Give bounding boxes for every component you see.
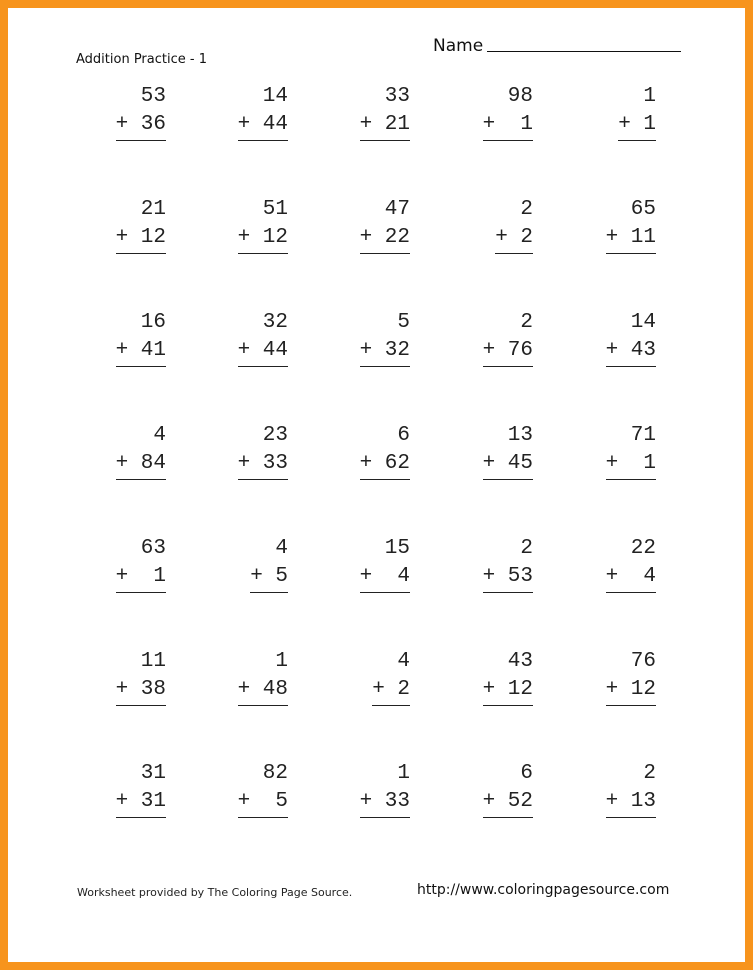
- addition-problem: [238, 309, 288, 367]
- sum-line: [606, 253, 656, 254]
- sum-line: [116, 140, 166, 141]
- addend-top: 47: [384, 198, 410, 221]
- addition-problem: [360, 83, 410, 141]
- addend-bottom: + 44: [237, 113, 289, 136]
- addend-bottom: + 45: [482, 452, 534, 475]
- sum-line: [360, 140, 410, 141]
- addend-bottom: + 44: [237, 339, 289, 362]
- sum-line: [360, 479, 410, 480]
- sum-line: [483, 366, 533, 367]
- sum-line: [483, 479, 533, 480]
- addend-bottom: + 43: [605, 339, 657, 362]
- addition-problem: [483, 535, 533, 593]
- addend-bottom: + 13: [605, 790, 657, 813]
- addition-problem: [360, 309, 410, 367]
- addition-problem: [483, 83, 533, 141]
- sum-line: [238, 140, 288, 141]
- sum-line: [483, 140, 533, 141]
- addition-problem: [618, 83, 656, 141]
- addition-problem: [116, 309, 166, 367]
- sum-line: [495, 253, 533, 254]
- addend-bottom: + 12: [482, 678, 534, 701]
- addend-top: 11: [140, 650, 166, 673]
- addend-top: 23: [262, 424, 288, 447]
- addition-problem: [606, 422, 656, 480]
- sum-line: [238, 817, 288, 818]
- sum-line: [606, 705, 656, 706]
- addend-bottom: + 32: [359, 339, 411, 362]
- sum-line: [618, 140, 656, 141]
- sum-line: [116, 817, 166, 818]
- addend-top: 5: [397, 311, 410, 334]
- sum-line: [606, 817, 656, 818]
- addition-problem: [238, 648, 288, 706]
- addition-problem: [483, 422, 533, 480]
- sum-line: [360, 366, 410, 367]
- addition-problem: [606, 648, 656, 706]
- addend-top: 32: [262, 311, 288, 334]
- addition-problem: [116, 760, 166, 818]
- sum-line: [116, 705, 166, 706]
- sum-line: [483, 817, 533, 818]
- addition-problem: [116, 422, 166, 480]
- addition-problem: [238, 760, 288, 818]
- sum-line: [606, 479, 656, 480]
- addend-top: 14: [262, 85, 288, 108]
- addend-bottom: + 12: [237, 226, 289, 249]
- addend-top: 1: [397, 762, 410, 785]
- addend-bottom: + 52: [482, 790, 534, 813]
- addend-top: 51: [262, 198, 288, 221]
- worksheet-page: [8, 8, 745, 962]
- footer-url: http://www.coloringpagesource.com: [417, 882, 670, 898]
- addend-top: 6: [520, 762, 533, 785]
- addition-problem: [606, 196, 656, 254]
- addend-bottom: + 21: [359, 113, 411, 136]
- addition-problem: [606, 309, 656, 367]
- sum-line: [360, 592, 410, 593]
- addition-problem: [483, 760, 533, 818]
- addition-problem: [372, 648, 410, 706]
- addend-bottom: + 48: [237, 678, 289, 701]
- addition-problem: [116, 196, 166, 254]
- addend-top: 6: [397, 424, 410, 447]
- addition-problem: [116, 535, 166, 593]
- addition-problem: [360, 196, 410, 254]
- addend-top: 14: [630, 311, 656, 334]
- addend-bottom: + 5: [250, 565, 288, 588]
- addition-problem: [495, 196, 533, 254]
- addend-bottom: + 1: [605, 452, 657, 475]
- sum-line: [238, 253, 288, 254]
- addition-problem: [606, 535, 656, 593]
- addend-top: 43: [507, 650, 533, 673]
- sum-line: [116, 253, 166, 254]
- worksheet-title: Addition Practice - 1: [76, 52, 207, 67]
- addend-top: 2: [520, 198, 533, 221]
- addition-problem: [483, 309, 533, 367]
- addend-bottom: + 1: [482, 113, 534, 136]
- addition-problem: [238, 83, 288, 141]
- addend-top: 16: [140, 311, 166, 334]
- addend-top: 98: [507, 85, 533, 108]
- addend-bottom: + 2: [372, 678, 410, 701]
- sum-line: [606, 592, 656, 593]
- addend-bottom: + 38: [115, 678, 167, 701]
- addend-bottom: + 62: [359, 452, 411, 475]
- addend-top: 13: [507, 424, 533, 447]
- sum-line: [250, 592, 288, 593]
- addend-top: 33: [384, 85, 410, 108]
- addition-problem: [483, 648, 533, 706]
- addend-bottom: + 33: [237, 452, 289, 475]
- addend-top: 4: [153, 424, 166, 447]
- sum-line: [483, 592, 533, 593]
- addend-top: 2: [520, 537, 533, 560]
- sum-line: [483, 705, 533, 706]
- sum-line: [238, 479, 288, 480]
- sum-line: [372, 705, 410, 706]
- addend-bottom: + 76: [482, 339, 534, 362]
- addition-problem: [250, 535, 288, 593]
- addend-bottom: + 4: [359, 565, 411, 588]
- footer-credit: Worksheet provided by The Coloring Page Source.: [77, 886, 353, 899]
- addend-top: 22: [630, 537, 656, 560]
- addend-top: 4: [397, 650, 410, 673]
- sum-line: [116, 366, 166, 367]
- addition-problem: [116, 648, 166, 706]
- addition-problem: [238, 422, 288, 480]
- addend-top: 21: [140, 198, 166, 221]
- addend-top: 15: [384, 537, 410, 560]
- addend-bottom: + 1: [115, 565, 167, 588]
- addition-problem: [360, 760, 410, 818]
- addend-bottom: + 84: [115, 452, 167, 475]
- sum-line: [116, 479, 166, 480]
- addition-problem: [116, 83, 166, 141]
- problem-grid: [8, 8, 745, 962]
- addend-bottom: + 31: [115, 790, 167, 813]
- addend-top: 2: [643, 762, 656, 785]
- addend-top: 63: [140, 537, 166, 560]
- addend-top: 65: [630, 198, 656, 221]
- addend-top: 53: [140, 85, 166, 108]
- addend-top: 4: [275, 537, 288, 560]
- addend-bottom: + 5: [237, 790, 289, 813]
- sum-line: [606, 366, 656, 367]
- sum-line: [238, 366, 288, 367]
- addend-bottom: + 4: [605, 565, 657, 588]
- addend-bottom: + 1: [618, 113, 656, 136]
- addend-bottom: + 36: [115, 113, 167, 136]
- addition-problem: [360, 422, 410, 480]
- sum-line: [360, 253, 410, 254]
- addend-top: 2: [520, 311, 533, 334]
- addend-top: 82: [262, 762, 288, 785]
- addend-bottom: + 41: [115, 339, 167, 362]
- addend-top: 76: [630, 650, 656, 673]
- sum-line: [360, 817, 410, 818]
- addend-bottom: + 12: [115, 226, 167, 249]
- addend-bottom: + 2: [495, 226, 533, 249]
- sum-line: [238, 705, 288, 706]
- addend-top: 1: [643, 85, 656, 108]
- addend-bottom: + 12: [605, 678, 657, 701]
- addition-problem: [238, 196, 288, 254]
- addition-problem: [360, 535, 410, 593]
- name-label: Name: [433, 36, 484, 56]
- sum-line: [116, 592, 166, 593]
- addend-bottom: + 33: [359, 790, 411, 813]
- addition-problem: [606, 760, 656, 818]
- addend-bottom: + 22: [359, 226, 411, 249]
- addend-bottom: + 53: [482, 565, 534, 588]
- addend-bottom: + 11: [605, 226, 657, 249]
- addend-top: 31: [140, 762, 166, 785]
- addend-top: 71: [630, 424, 656, 447]
- addend-top: 1: [275, 650, 288, 673]
